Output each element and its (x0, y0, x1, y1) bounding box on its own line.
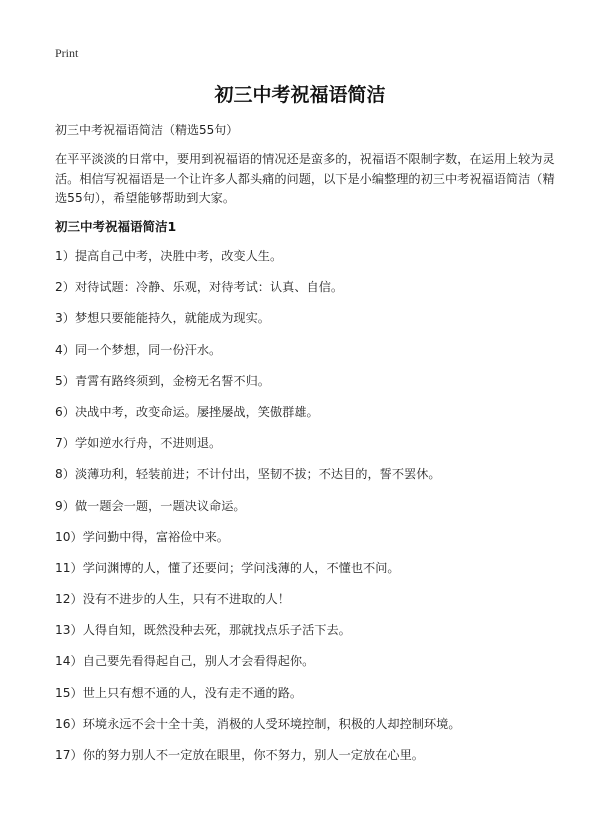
list-item: 16）环境永远不会十全十美，消极的人受环境控制，积极的人却控制环境。 (55, 716, 461, 731)
list-item: 7）学如逆水行舟，不进则退。 (55, 436, 222, 451)
print-link[interactable]: Print (55, 46, 79, 60)
list-item: 8）淡薄功利，轻装前进；不计付出，坚韧不拔；不达目的，誓不罢休。 (55, 467, 441, 482)
list-item: 11）学问渊博的人，懂了还要问；学问浅薄的人，不懂也不问。 (55, 560, 400, 575)
list-item: 13）人得自知，既然没种去死，那就找点乐子活下去。 (55, 623, 351, 638)
page-title: 初三中考祝福语简洁 (214, 84, 386, 106)
list-item: 4）同一个梦想，同一份汗水。 (55, 342, 222, 357)
list-item: 12）没有不进步的人生，只有不进取的人！ (55, 592, 290, 607)
list-item: 10）学问勤中得，富裕俭中来。 (55, 529, 229, 544)
list-item: 17）你的努力别人不一定放在眼里，你不努力，别人一定放在心里。 (55, 748, 424, 762)
list-item: 1）提高自己中考，决胜中考，改变人生。 (55, 249, 283, 263)
list-item: 9）做一题会一题，一题决议命运。 (55, 498, 246, 513)
list-item: 14）自己要先看得起自己，别人才会看得起你。 (55, 654, 315, 669)
list-item: 3）梦想只要能能持久，就能成为现实。 (55, 311, 270, 326)
list-item: 15）世上只有想不通的人，没有走不通的路。 (55, 685, 303, 700)
blessing-list (55, 248, 575, 778)
section-heading: 初三中考祝福语简洁1 (55, 219, 177, 234)
intro-paragraph: 在平平淡淡的日常中，要用到祝福语的情况还是蛮多的，祝福语不限制字数，在运用上较为灵活。相信写祝福语是一个让许多人都头痛的问题，以下是小编整理的初三中考祝福语简洁（精选55句），希望能够帮助到大家。 (55, 152, 555, 205)
list-item: 2）对待试题：冷静、乐观，对待考试：认真、自信。 (55, 280, 344, 295)
list-item: 6）决战中考，改变命运。屡挫屡战，笑傲群雄。 (55, 404, 319, 419)
article-subtitle: 初三中考祝福语简洁（精选55句） (55, 123, 239, 137)
list-item: 5）青霄有路终须到，金榜无名誓不归。 (55, 373, 270, 388)
